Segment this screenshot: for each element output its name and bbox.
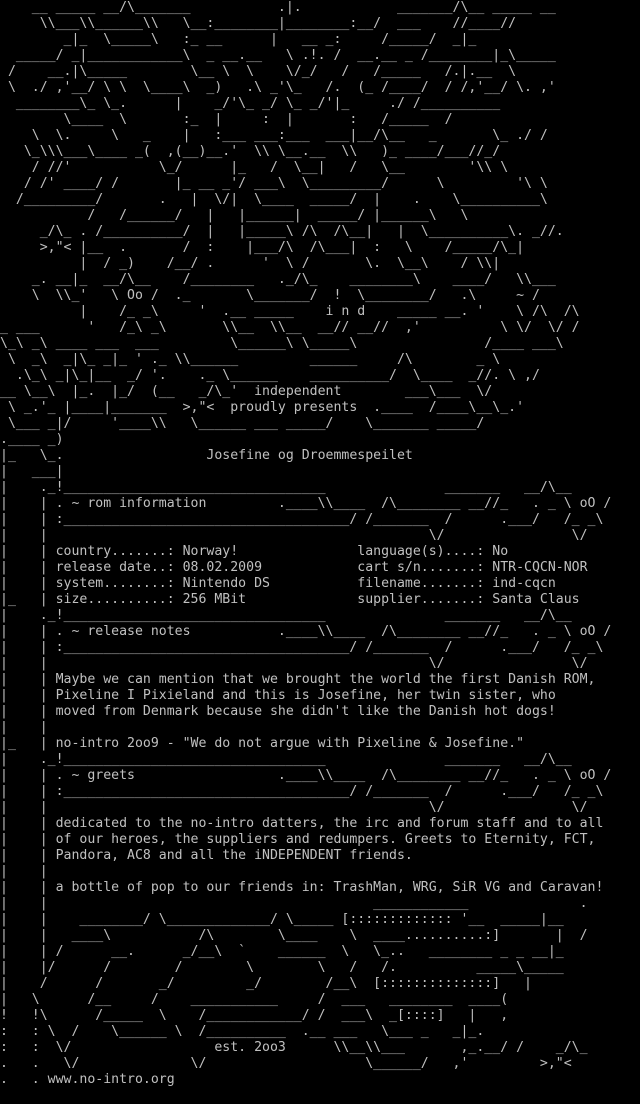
nfo-line: _/\_ . /__________/ | |_____\ /\ /\__| | \__________\. _//. [0, 224, 564, 239]
nfo-line: | \ /__ / ___________ / ___ ________ ____( [0, 992, 509, 1007]
nfo-line: \___ _|/ '____\\ \______ ___ _____/ \_______ _____/ [0, 416, 485, 431]
nfo-line: | | ________/ \_____________/ \_____ [::::::::::::: '__ _____|__ [0, 912, 564, 927]
nfo-line: | | ____________ . [0, 896, 588, 911]
nfo-line: | / / _/ _/ /__\ [::::::::::::::] | [0, 976, 532, 991]
nfo-line: |_ | size..........: 256 MBit supplier.......: Santa Claus [0, 592, 580, 607]
nfo-line: __ _____ __/\_______ .|. _______/\__ _____ __ [0, 0, 556, 15]
nfo-line: | | moved from Denmark because she didn't like the Danish hot dogs! [0, 704, 556, 719]
nfo-line: |_ | no-intro 2oo9 - "We do not argue with Pixeline & Josefine." [0, 736, 525, 751]
nfo-line: . . www.no-intro.org [0, 1072, 175, 1087]
nfo-line: | | :____________________________________/ /_______ / .___/ /_ _\ [0, 640, 604, 655]
nfo-line: | | \/ \/ [0, 528, 588, 543]
nfo-line: / /______/ | |______| _____/ |______\ \ [0, 208, 469, 223]
nfo-line: | ._!_________________________________ _______ __/\__ [0, 608, 572, 623]
nfo-line: | | . ~ greets .____\\____ /\________ __//_ . _ \ oO / [0, 768, 612, 783]
nfo-line: | | :____________________________________/ /_______ / .___/ /_ _\ [0, 512, 604, 527]
nfo-line: | ._!_________________________________ _______ __/\__ [0, 480, 572, 495]
nfo-line: | /_ _\ ' .__ _____ i n d _____ __. ' \ /\ /\ [0, 304, 580, 319]
nfo-line: \_\\\___\____ _( ,(__)__.' \\ \__.__ \\ )_ ____/___//_/ [0, 144, 501, 159]
nfo-line: \\___\\______\\ \__:________|________:__/ ___ //____// [0, 16, 517, 31]
nfo-line: |_ \_. Josefine og Droemmespeilet [0, 448, 413, 463]
nfo-line: \ ./ ,'__/ \ \ \____\ _) .\ _'\_ /. (_ /____/ / /,'__/ \. ,' [0, 80, 556, 95]
nfo-line: .\_\ _|\_|__ _/ '. ._ \______ __________/ \____ _//. \ ,/ [0, 368, 540, 383]
nfo-line: | | [0, 864, 48, 879]
nfo-line: \____ \ :_ | : | : /_____ / [0, 112, 453, 127]
nfo-line: / /' ____/ / |_ __ _'/ ___\ \_________/ \ '\ \ [0, 176, 548, 191]
nfo-line: | | Pixeline I Pixieland and this is Josefine, her twin sister, who [0, 688, 556, 703]
nfo-line: \ \\_' \ Oo / ._ \_______/ ! \________/ .\ ~ / [0, 288, 540, 303]
nfo-line: / __.|\_____ \__ \ \ \/_/ / /_____ /.|.__ \ [0, 64, 517, 79]
nfo-line: .____ _) [0, 432, 64, 447]
nfo-line: | | . ~ rom information .____\\____ /\________ __//_ . _ \ oO / [0, 496, 612, 511]
nfo-line: | | dedicated to the no-intro datters, the irc and forum staff and to all [0, 816, 604, 831]
nfo-line: \ _\ _|\_ _|_ ' ._ \\______ ______ /\ _ \ [0, 352, 525, 367]
nfo-line: __ \__\ |_. |_/ (__ _/\_' independent ___\___ \/ [0, 384, 493, 399]
nfo-line: | | a bottle of pop to our friends in: TrashMan, WRG, SiR VG and Caravan! [0, 880, 604, 895]
nfo-line: : : \ / \______ \ /__________ .__ ___ \___ _ _|_. [0, 1024, 485, 1039]
nfo-line: | | system........: Nintendo DS filename.......: ind-cqcn [0, 576, 556, 591]
nfo-line: _|_ \_____\ :_ __ | __ _: /_____/ _|_ [0, 32, 477, 47]
nfo-line: . . \/ \/ \______/ ,' >,"< [0, 1056, 572, 1071]
nfo-line: >,"< |__ . / : |___/\ /\___| : \ /_____/\_| [0, 240, 525, 255]
nfo-line: | | ____\ /\ \____ \ ____..........:] | / [0, 928, 588, 943]
nfo-line: | ._!_________________________________ _______ __/\__ [0, 752, 572, 767]
nfo-line: \ _.'_ |____|_______ >,"< proudly presents .____ /____\__\_.' [0, 400, 525, 415]
nfo-line: | | of our heroes, the suppliers and redumpers. Greets to Eternity, FCT, [0, 832, 596, 847]
nfo-line: ! !\ /_____ \ /____________/ / ___\ _[::::] | , [0, 1008, 509, 1023]
nfo-line: \_\ _\ ____ ___ ___ \______\ \_____\ /____ ___\ [0, 336, 564, 351]
nfo-line: | | Maybe we can mention that we brought the world the first Danish ROM, [0, 672, 596, 687]
nfo-line: | | release date..: 08.02.2009 cart s/n.......: NTR-CQCN-NOR [0, 560, 588, 575]
nfo-line: | | / __. _/__\ ` ______ \ \_.. ________ _ _ __|_ [0, 944, 564, 959]
nfo-line: | | . ~ release notes .____\\____ /\________ __//_ . _ \ oO / [0, 624, 612, 639]
nfo-line: ________\_ \_. | _/'\_ _/ \_ _/'|_ ./ /__________ [0, 96, 501, 111]
nfo-line: \ \. \ _ | :___ ___:___ ___|__/\__ _ \_ ./ / [0, 128, 548, 143]
nfo-line: | |/ / / \ \ / /. _____\_____ [0, 960, 564, 975]
nfo-line: _ ___ ' /_\ _\ \\__ \\__ __// __// ,' \ \/ \/ / [0, 320, 580, 335]
nfo-line: | / _) /__/ . ' \ / \. \__\ / \\| [0, 256, 501, 271]
nfo-line: _____/ _|____________\ _ __.__ \ .!. / __.__ _ /________|_\_____ [0, 48, 556, 63]
nfo-line: _. __|_ __/\__ /________ ._/\_ ________\ ____/ \\___ [0, 272, 556, 287]
nfo-line: : : \/ est. 2oo3 \\__\\___ ,_.__/ / _/\_ [0, 1040, 588, 1055]
nfo-line: | | Pandora, AC8 and all the iNDEPENDENT friends. [0, 848, 413, 863]
nfo-line: | | \/ \/ [0, 656, 588, 671]
nfo-line: | | :____________________________________/ /_______ / .___/ /_ _\ [0, 784, 604, 799]
nfo-line: / //' \_/ |_ / \__| / \__ '\\ \ [0, 160, 509, 175]
nfo-line: | | country.......: Norway! language(s)....: No [0, 544, 509, 559]
nfo-line: /_________/ . | \/| \____ _____/ | . \__________\ [0, 192, 548, 207]
nfo-line: | | [0, 720, 48, 735]
nfo-line: | ___| [0, 464, 64, 479]
nfo-line: | | \/ \/ [0, 800, 588, 815]
